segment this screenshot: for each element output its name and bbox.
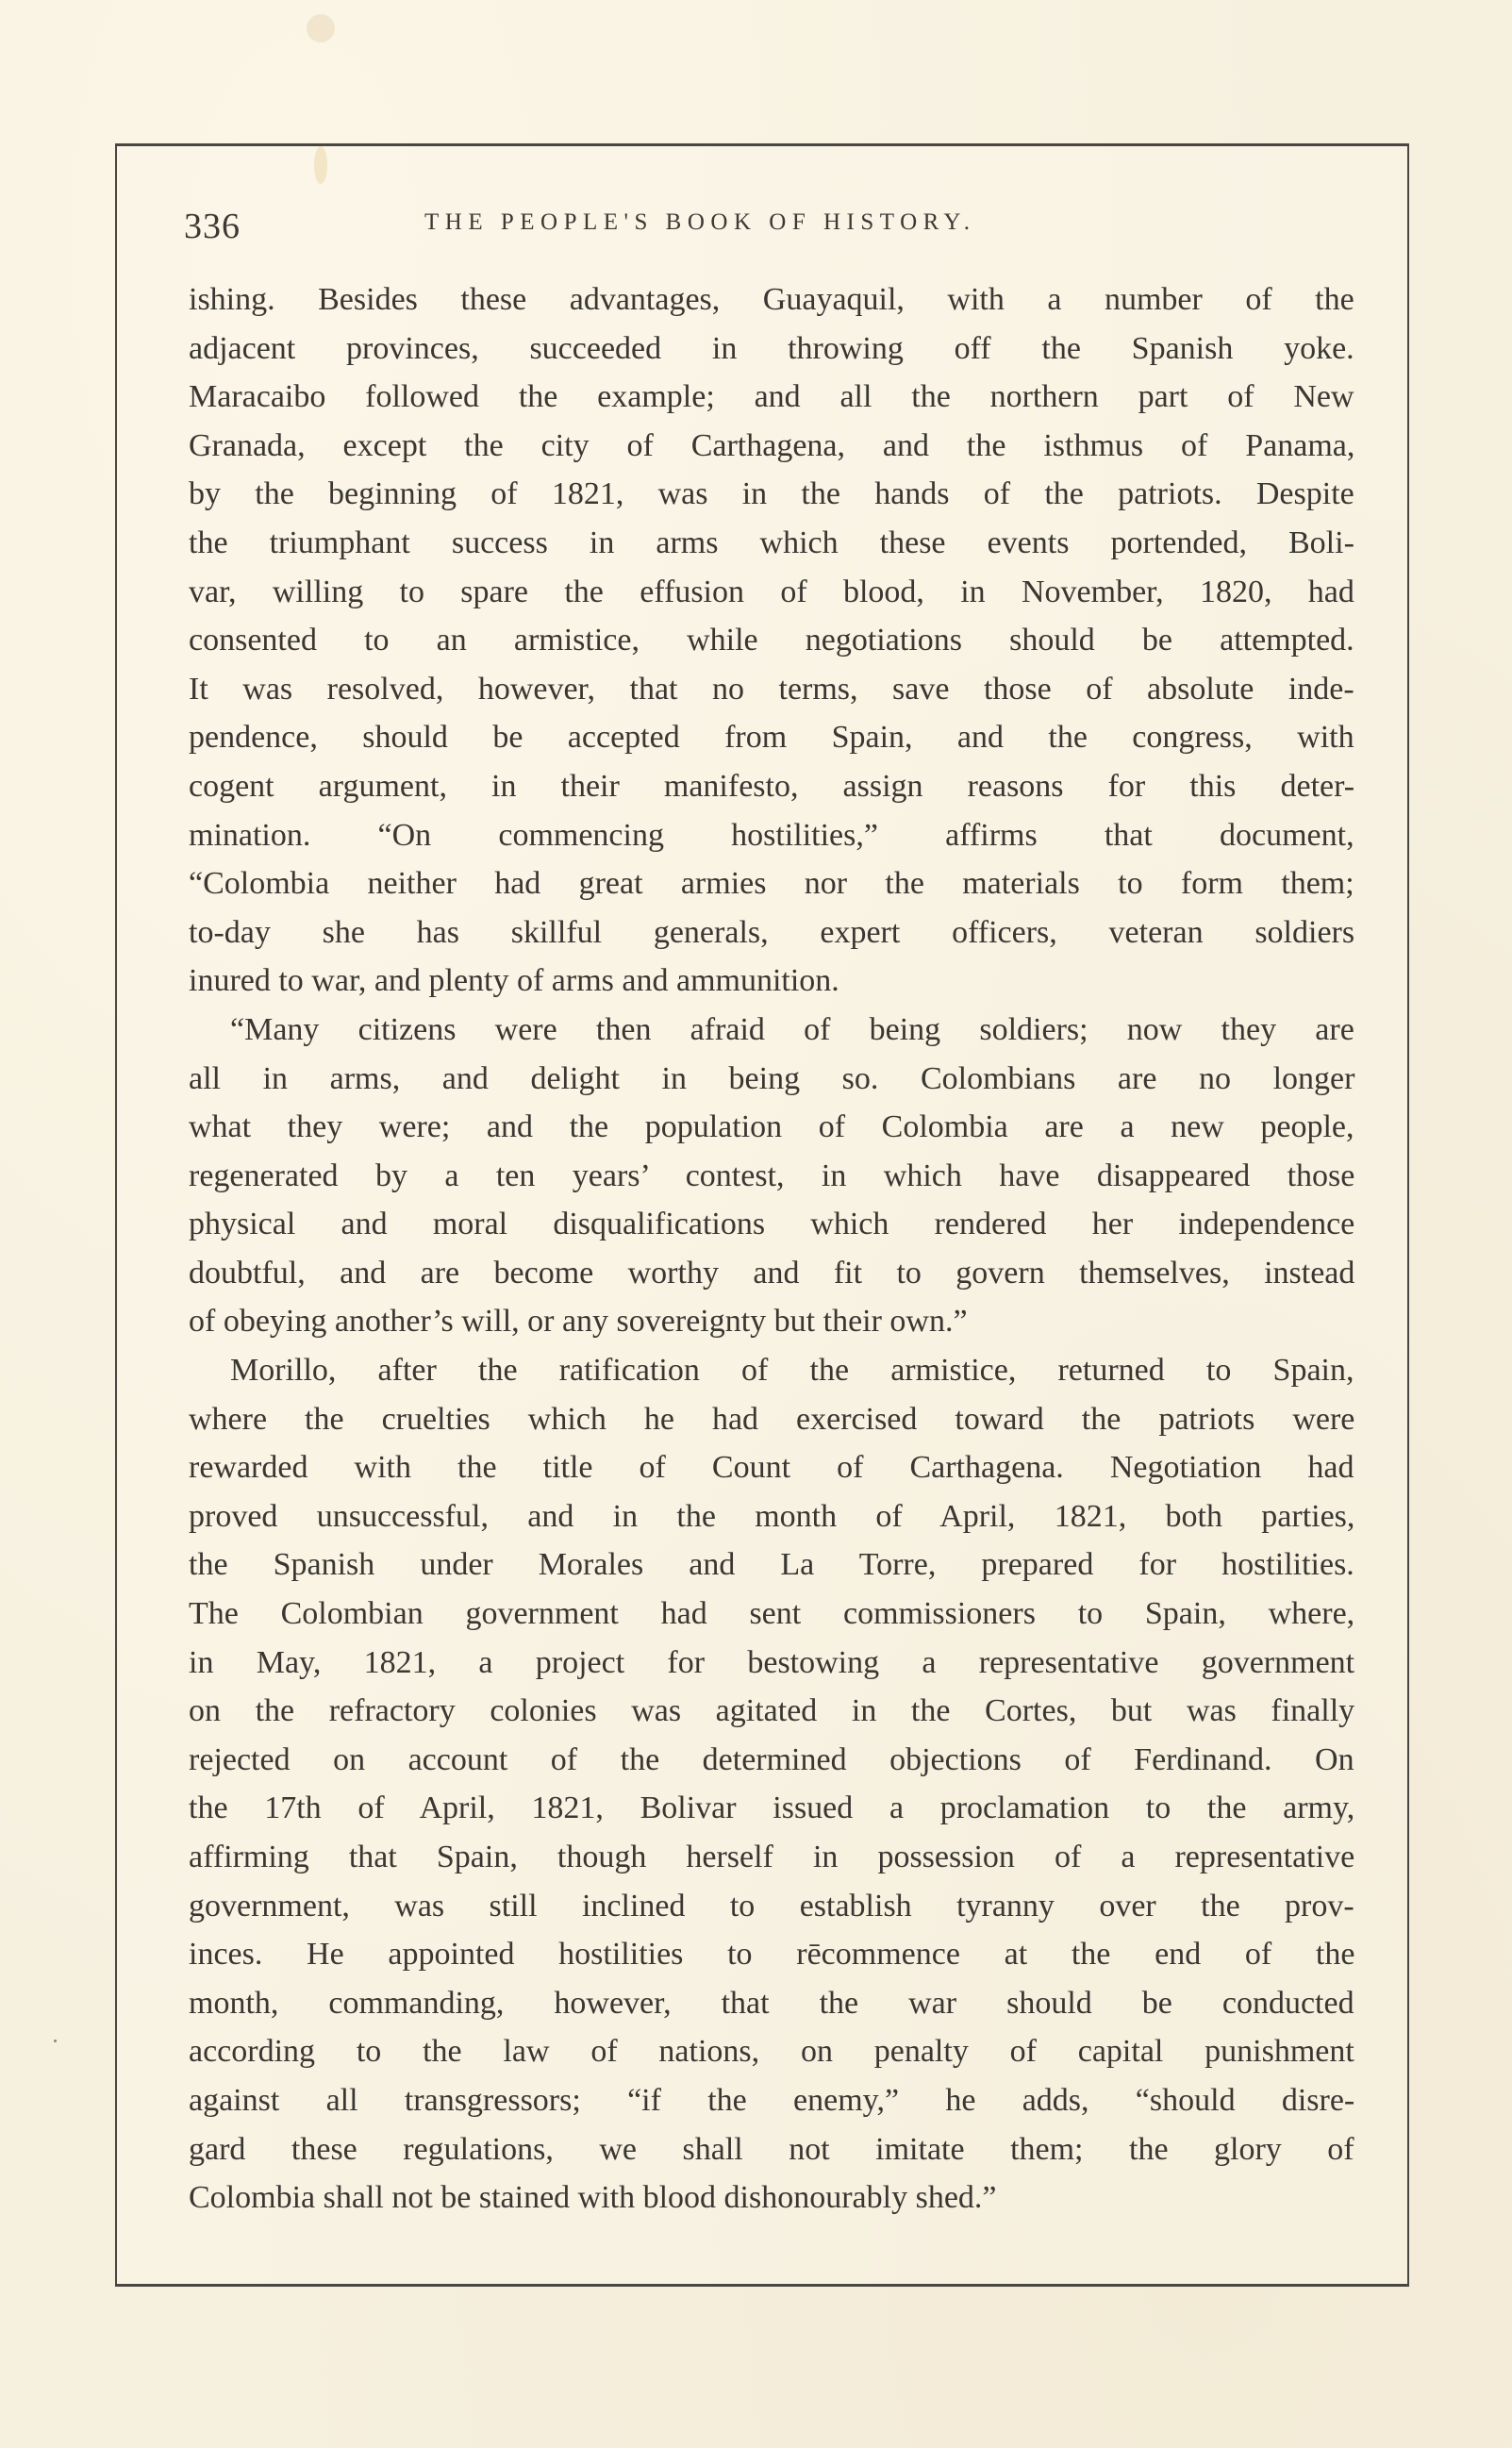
paper-stain bbox=[307, 14, 335, 42]
text-line: rewarded with the title of Count of Carthagena. Negotiation had bbox=[189, 1450, 1354, 1486]
text-line: proved unsuccessful, and in the month of April, 1821, both parties, bbox=[189, 1498, 1355, 1534]
page-number: 336 bbox=[184, 207, 241, 246]
text-line: affirming that Spain, though herself in possession of a representative bbox=[189, 1840, 1355, 1874]
text-line: against all transgressors; “if the enemy,” he adds, “should disre- bbox=[189, 2082, 1355, 2118]
text-line: inured to war, and plenty of arms and ammunition. bbox=[189, 963, 839, 999]
text-line: var, willing to spare the effusion of blood, in November, 1820, had bbox=[189, 574, 1354, 609]
text-line: gard these regulations, we shall not imitate them; the glory of bbox=[189, 2131, 1354, 2167]
text-line: Maracaibo followed the example; and all the northern part of New bbox=[189, 379, 1354, 415]
text-line: government, was still inclined to establish tyranny over the prov- bbox=[189, 1888, 1354, 1923]
text-line: by the beginning of 1821, was in the hands of the patriots. Despite bbox=[189, 476, 1354, 512]
text-line: the triumphant success in arms which these events portended, Boli- bbox=[189, 525, 1354, 560]
text-line: “Many citizens were then afraid of being soldiers; now they are bbox=[230, 1011, 1354, 1047]
text-line: The Colombian government had sent commissioners to Spain, where, bbox=[189, 1596, 1355, 1632]
text-line: regenerated by a ten years’ contest, in which have disappeared those bbox=[189, 1157, 1355, 1193]
text-line: pendence, should be accepted from Spain, and the congress, with bbox=[189, 720, 1354, 756]
text-line: of obeying another’s will, or any sovereignty but their own.” bbox=[189, 1304, 968, 1340]
text-line: It was resolved, however, that no terms, save those of absolute inde- bbox=[189, 671, 1354, 707]
running-head bbox=[184, 200, 1354, 247]
text-line: what they were; and the population of Colombia are a new people, bbox=[189, 1109, 1354, 1145]
text-line: adjacent provinces, succeeded in throwing off the Spanish yoke. bbox=[189, 330, 1354, 366]
text-line: cogent argument, in their manifesto, assign reasons for this deter- bbox=[189, 768, 1355, 804]
margin-speck bbox=[54, 2040, 57, 2042]
text-line: all in arms, and delight in being so. Colombians are no longer bbox=[189, 1060, 1355, 1096]
text-line: in May, 1821, a project for bestowing a representative government bbox=[189, 1644, 1355, 1680]
text-line: where the cruelties which he had exercised toward the patriots were bbox=[189, 1401, 1355, 1437]
text-line: to-day she has skillful generals, expert officers, veteran soldiers bbox=[189, 914, 1355, 950]
text-line: Granada, except the city of Carthagena, and the isthmus of Panama, bbox=[189, 427, 1355, 463]
text-line: mination. “On commencing hostilities,” affirms that document, bbox=[189, 817, 1354, 853]
text-line: physical and moral disqualifications which rendered her independence bbox=[189, 1207, 1355, 1242]
text-line: consented to an armistice, while negotiations should be attempted. bbox=[189, 623, 1354, 658]
text-line: Morillo, after the ratification of the armistice, returned to Spain, bbox=[230, 1353, 1354, 1389]
text-line: Colombia shall not be stained with blood dishonourably shed.” bbox=[189, 2180, 997, 2216]
running-title: THE PEOPLE'S BOOK OF HISTORY. bbox=[424, 209, 976, 235]
text-line: the 17th of April, 1821, Bolivar issued a proclamation to the army, bbox=[189, 1790, 1355, 1826]
text-line: rejected on account of the determined objections of Ferdinand. On bbox=[189, 1741, 1354, 1777]
body-text bbox=[189, 275, 1354, 2223]
text-line: “Colombia neither had great armies nor the materials to form them; bbox=[189, 866, 1354, 902]
paper-stain-inner bbox=[314, 146, 327, 184]
text-line: according to the law of nations, on penalty of capital punishment bbox=[189, 2034, 1354, 2070]
text-line: month, commanding, however, that the war should be conducted bbox=[189, 1985, 1354, 2021]
text-line: the Spanish under Morales and La Torre, prepared for hostilities. bbox=[189, 1547, 1354, 1583]
text-line: doubtful, and are become worthy and fit to govern themselves, instead bbox=[189, 1255, 1355, 1291]
text-line: on the refractory colonies was agitated in the Cortes, but was finally bbox=[189, 1693, 1355, 1729]
text-line: inces. He appointed hostilities to rēcommence at the end of the bbox=[189, 1937, 1355, 1973]
text-line: ishing. Besides these advantages, Guayaquil, with a number of the bbox=[189, 282, 1354, 317]
